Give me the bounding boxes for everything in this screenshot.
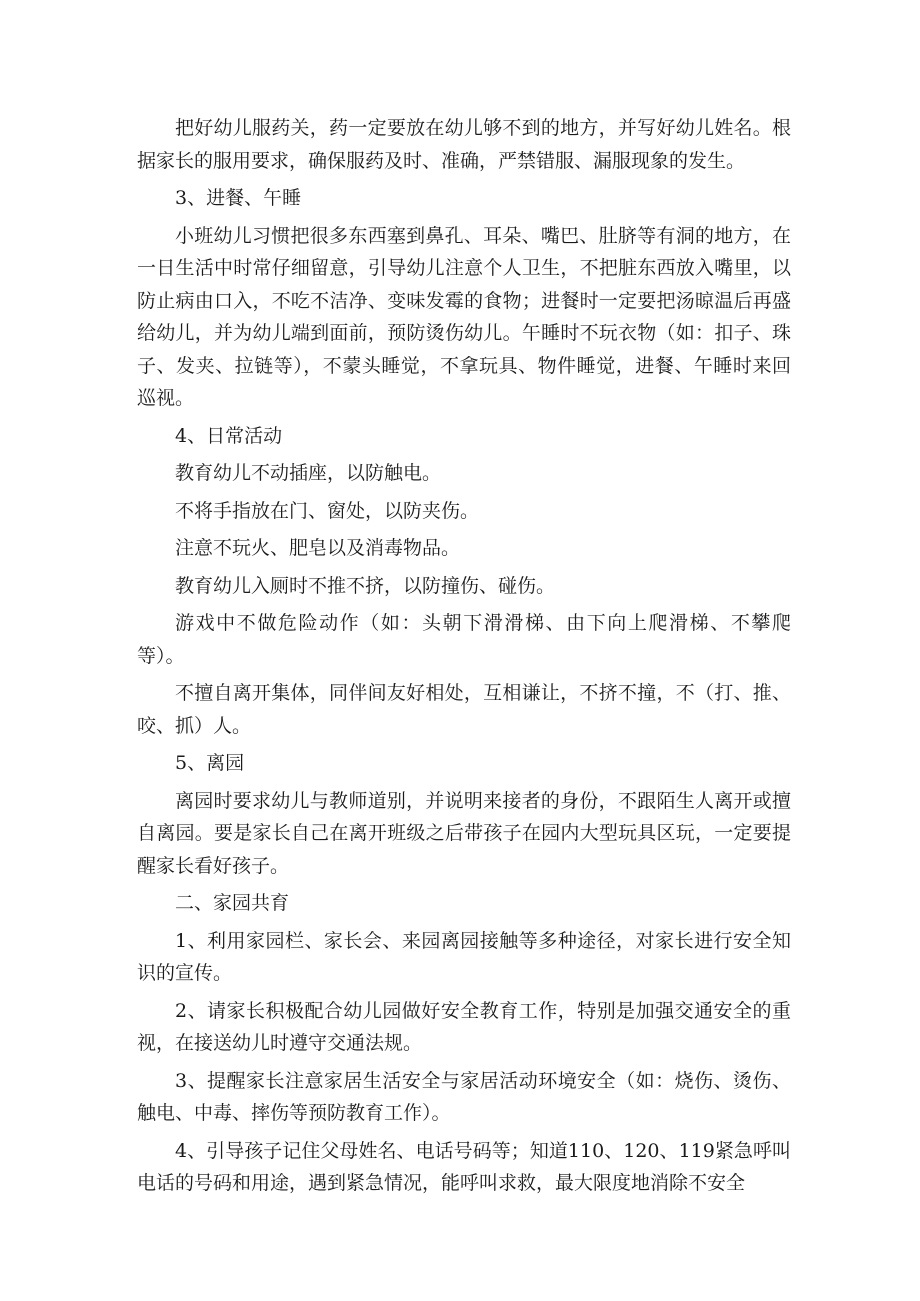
heading-leaving: 5、离园 <box>175 752 245 774</box>
paragraph-group: 不擅自离开集体，同伴间友好相处，互相谦让，不挤不撞，不（打、推、咬、抓）人。 <box>137 682 791 737</box>
paragraph-fingers: 不将手指放在门、窗处，以防夹伤。 <box>175 499 480 522</box>
paragraph-fire-soap: 注意不玩火、肥皂以及消毒物品。 <box>175 537 461 559</box>
heading-meals-nap: 3、进餐、午睡 <box>175 187 302 209</box>
document-body <box>137 112 791 1205</box>
paragraph-home-school-4: 4、引导孩子记住父母姓名、电话号码等；知道110、120、119紧急呼叫电话的号码和用途，遇到紧急情况，能呼叫求救，最大限度地消除不安全 <box>137 1139 791 1194</box>
heading-daily-activities: 4、日常活动 <box>175 424 283 447</box>
paragraph-games: 游戏中不做危险动作（如：头朝下滑滑梯、由下向上爬滑梯、不攀爬等）。 <box>137 612 791 667</box>
paragraph-leaving: 离园时要求幼儿与教师道别，并说明来接者的身份，不跟陌生人离开或擅自离园。要是家长自己在离开班级之后带孩子在园内大型玩具区玩，一定要提醒家长看好孩子。 <box>137 789 791 877</box>
paragraph-meals-nap: 小班幼儿习惯把很多东西塞到鼻孔、耳朵、嘴巴、肚脐等有洞的地方，在一日生活中时常仔细留意，引导幼儿注意个人卫生，不把脏东西放入嘴里，以防止病由口入，不吃不洁净、变味发霉的食物；进餐时一定要把汤晾温后再盛给幼儿，并为幼儿端到面前，预防烫伤幼儿。午睡时不玩衣物（如：扣子、珠子、发夹、拉链等），不蒙头睡觉，不拿玩具、物件睡觉，进餐、午睡时来回巡视。 <box>137 224 791 409</box>
paragraph-home-school-3: 3、提醒家长注意家居生活安全与家居活动环境安全（如：烧伤、烫伤、触电、中毒、摔伤等预防教育工作）。 <box>137 1069 791 1124</box>
paragraph-home-school-2: 2、请家长积极配合幼儿园做好安全教育工作，特别是加强交通安全的重视，在接送幼儿时遵守交通法规。 <box>137 999 791 1054</box>
heading-home-school: 二、家园共育 <box>175 892 290 914</box>
paragraph-medication: 把好幼儿服药关，药一定要放在幼儿够不到的地方，并写好幼儿姓名。根据家长的服用要求，确保服药及时、准确，严禁错服、漏服现象的发生。 <box>137 117 791 172</box>
paragraph-socket: 教育幼儿不动插座，以防触电。 <box>175 462 442 484</box>
paragraph-home-school-1: 1、利用家园栏、家长会、来园离园接触等多种途径，对家长进行安全知识的宣传。 <box>137 929 791 984</box>
paragraph-toilet: 教育幼儿入厕时不推不挤，以防撞伤、碰伤。 <box>175 574 556 597</box>
